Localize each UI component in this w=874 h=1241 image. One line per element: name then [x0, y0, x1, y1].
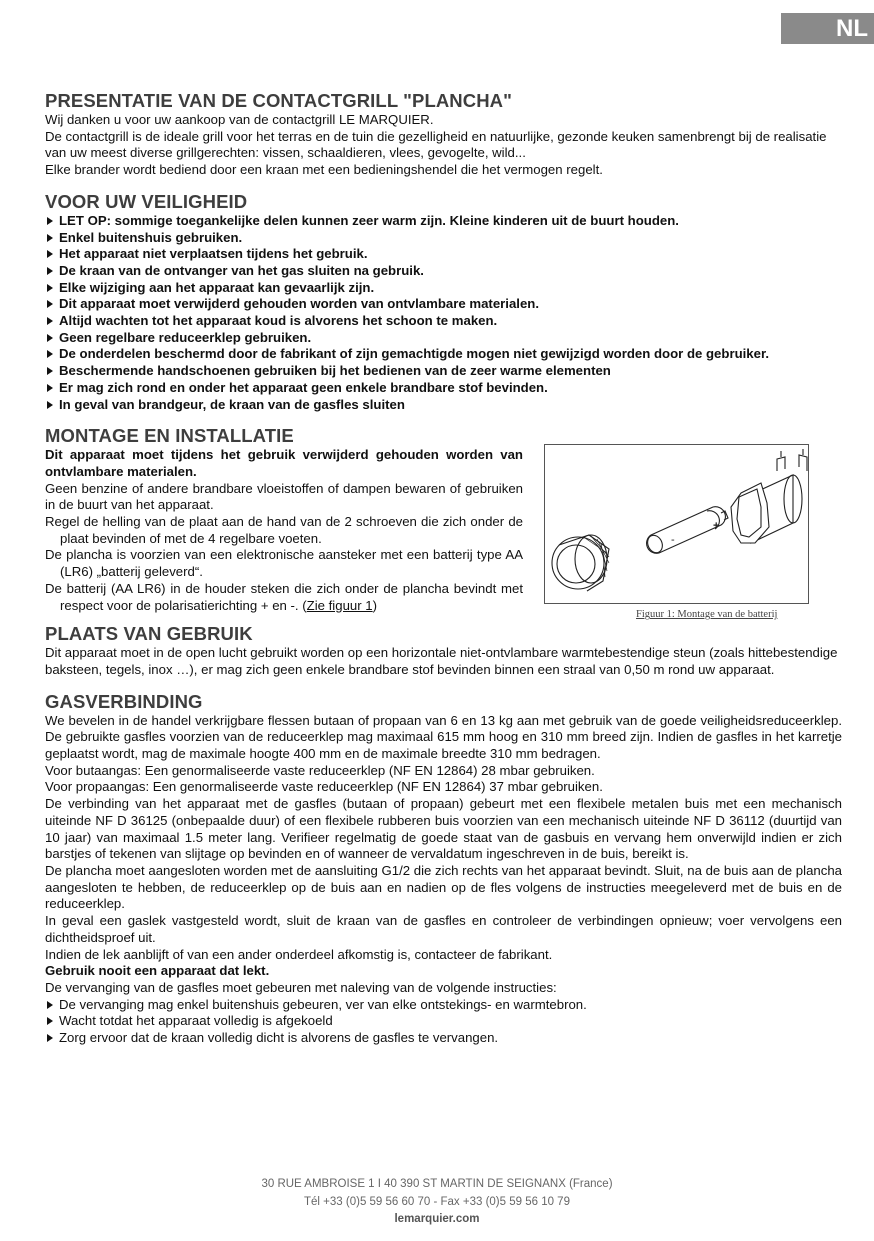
list-item: Beschermende handschoenen gebruiken bij het bedienen van de zeer warme elementen	[45, 363, 842, 380]
footer	[0, 1176, 874, 1229]
language-tab: NL	[781, 13, 874, 44]
footer-website-link[interactable]: lemarquier.com	[394, 1213, 480, 1225]
section-title-gas: GASVERBINDING	[45, 690, 203, 712]
list-item: Het apparaat niet verplaatsen tijdens het gebruik.	[45, 246, 842, 263]
paragraph: De vervanging van de gasfles moet gebeuren met naleving van de volgende instructies:	[45, 979, 557, 995]
figure-link[interactable]: Zie figuur 1	[306, 597, 373, 613]
section-montage	[45, 425, 842, 621]
paragraph: Indien de lek aanblijft of van een ander onderdeel afkomstig is, contacteer de fabrikant.	[45, 946, 553, 962]
figure-caption: Figuur 1: Montage van de batterij	[636, 609, 778, 621]
paragraph: In geval een gaslek vastgesteld wordt, sluit de kraan van de gasfles en controleer de verbindingen opnieuw; voer vervolgens een dichtheidsproef uit.	[45, 913, 842, 945]
list-item: De kraan van de ontvanger van het gas sluiten na gebruik.	[45, 263, 842, 280]
warning-text: Gebruik nooit een apparaat dat lekt.	[45, 963, 270, 979]
list-item: De onderdelen beschermd door de fabrikant of zijn gemachtigde mogen niet gewijzigd worden door de gebruiker.	[45, 346, 842, 363]
list-item: Geen regelbare reduceerklep gebruiken.	[45, 330, 842, 347]
paragraph	[45, 581, 523, 614]
battery-illustration	[545, 445, 808, 603]
list-item: Enkel buitenshuis gebruiken.	[45, 230, 842, 247]
list-item: Elke wijziging aan het apparaat kan gevaarlijk zijn.	[45, 280, 842, 297]
paragraph: De verbinding van het apparaat met de gasfles (butaan of propaan) gebeurt met een flexibele metalen buis met een mechanisch uiteinde NF D 36125 (onbepaalde duur) of een flexibele rubberen buis voorzien van een mechanisch uiteinde NF D 36112 (duurtijd van 10 jaar) van maximaal 1.5 meter lang. Verifieer regelmatig de goede staat van de gasbuis en vervang hem onverwijld indien er zich barstjes of tekenen van slijtage op bevinden en of wanneer de vervaldatum ingeschreven in de buis, bereikt is.	[45, 796, 842, 862]
list-item: Wacht totdat het apparaat volledig is afgekoeld	[45, 1013, 842, 1030]
montage-text	[45, 447, 523, 614]
section-title-montage: MONTAGE EN INSTALLATIE	[45, 425, 294, 447]
paragraph: Dit apparaat moet in de open lucht gebruikt worden op een horizontale niet-ontvlambare warmtebestendige steun (zoals hittebestendige baksteen, tegels, inox …), er mag zich geen enkele brandbare stof bevinden binnen een straal van 0,50 m rond uw apparaat.	[45, 645, 838, 677]
list-item: LET OP: sommige toegankelijke delen kunnen zeer warm zijn. Kleine kinderen uit de buurt houden.	[45, 213, 842, 230]
paragraph: We bevelen in de handel verkrijgbare flessen butaan of propaan van 6 en 13 kg aan met gebruik van de goede veiligheidsreduceerklep. De gebruikte gasfles voorzien van de reduceerklep mag maximaal 615 mm hoog en 310 mm breed zijn. Indien de gasfles in het karretje geplaatst wordt, mag de maximale hoogte 400 mm en de maximale breedte 310 mm bedragen.	[45, 712, 842, 762]
paragraph: Geen benzine of andere brandbare vloeistoffen of dampen bewaren of gebruiken in de buurt van het apparaat.	[45, 480, 523, 513]
list-item: In geval van brandgeur, de kraan van de gasfles sluiten	[45, 397, 842, 414]
section-title-plaats: PLAATS VAN GEBRUIK	[45, 623, 253, 645]
paragraph: Voor propaangas: Een genormaliseerde vaste reduceerklep (NF EN 12864) 37 mbar gebruiken.	[45, 779, 603, 795]
paragraph: De plancha moet aangesloten worden met de aansluiting G1/2 die zich rechts van het apparaat bevindt. Sluit, na de buis aan de plancha aangesloten te hebben, de reduceerklep op de buis aan en nadien op de fles volgens de instructies meegeleverd met de buis en de reduceerklep.	[45, 862, 842, 912]
list-item: Altijd wachten tot het apparaat koud is alvorens het schoon te maken.	[45, 313, 842, 330]
paragraph: Elke brander wordt bediend door een kraan met een bedieningshendel die het vermogen regelt.	[45, 162, 603, 178]
safety-list	[45, 213, 842, 413]
text: De batterij (AA LR6) in de houder steken die zich onder de plancha bevindt met respect voor de polarisatierichting + en -. (	[45, 580, 523, 613]
paragraph: Voor butaangas: Een genormaliseerde vaste reduceerklep (NF EN 12864) 28 mbar gebruiken.	[45, 762, 595, 778]
document-body	[45, 90, 842, 1047]
section-title-presentatie: PRESENTATIE VAN DE CONTACTGRILL "PLANCHA"	[45, 90, 513, 111]
footer-address: 30 RUE AMBROISE 1 I 40 390 ST MARTIN DE SEIGNANX (France)	[261, 1178, 613, 1190]
replacement-list	[45, 997, 842, 1047]
section-gas	[45, 691, 842, 1047]
paragraph: De contactgrill is de ideale grill voor het terras en de tuin die gezelligheid en natuurlijke, gezonde keuken samenbrengt bij de realisatie van uw meest diverse grillgerechten: vissen, schaaldieren, vlees, gevogelte, wild...	[45, 128, 827, 161]
section-title-veiligheid: VOOR UW VEILIGHEID	[45, 190, 248, 212]
text: )	[372, 597, 378, 613]
list-item: De vervanging mag enkel buitenshuis gebeuren, ver van elke ontstekings- en warmtebron.	[45, 997, 842, 1014]
list-item: Er mag zich rond en onder het apparaat geen enkele brandbare stof bevinden.	[45, 380, 842, 397]
section-veiligheid	[45, 191, 842, 413]
section-plaats	[45, 623, 842, 678]
footer-phone: Tél +33 (0)5 59 56 60 70 - Fax +33 (0)5 59 56 10 79	[304, 1195, 570, 1208]
montage-bold-intro: Dit apparaat moet tijdens het gebruik verwijderd gehouden worden van ontvlambare materialen.	[45, 447, 523, 479]
paragraph: Regel de helling van de plaat aan de hand van de 2 schroeven die zich onder de plaat bevinden of met de 4 regelbare voeten.	[45, 514, 523, 546]
list-item: Dit apparaat moet verwijderd gehouden worden van ontvlambare materialen.	[45, 296, 842, 313]
paragraph: De plancha is voorzien van een elektronische aansteker met een batterij type AA (LR6) „batterij geleverd“.	[45, 547, 523, 580]
battery-figure	[544, 444, 809, 604]
paragraph: Wij danken u voor uw aankoop van de contactgrill LE MARQUIER.	[45, 112, 434, 127]
battery-minus: -	[671, 534, 675, 547]
list-item: Zorg ervoor dat de kraan volledig dicht is alvorens de gasfles te vervangen.	[45, 1030, 842, 1047]
section-presentatie	[45, 90, 842, 179]
battery-plus: +	[713, 520, 720, 533]
